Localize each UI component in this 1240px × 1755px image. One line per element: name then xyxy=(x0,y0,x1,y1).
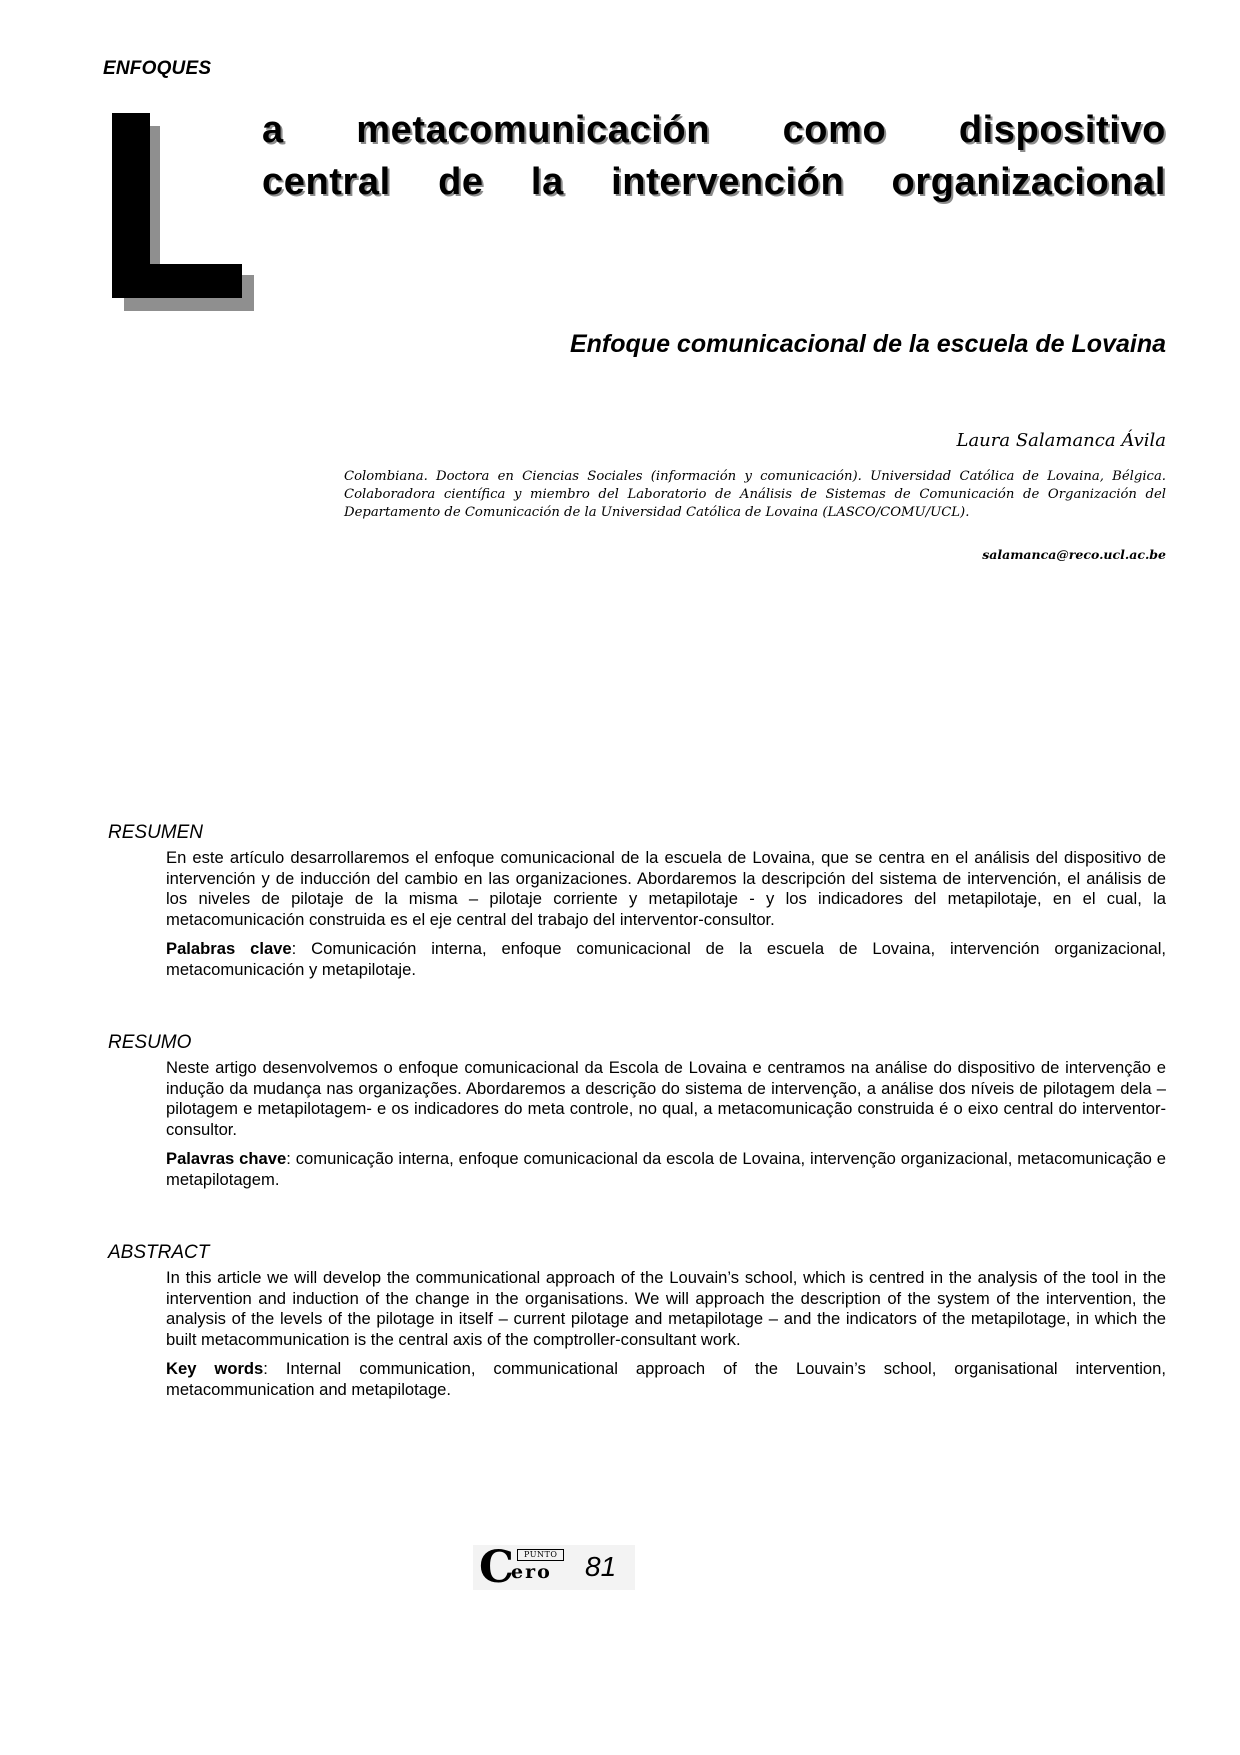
abstract-spanish xyxy=(108,822,1166,989)
keywords xyxy=(166,1359,1166,1400)
page-number: 81 xyxy=(585,1551,617,1582)
section-label: ENFOQUES xyxy=(103,58,212,79)
dropcap-letter-l xyxy=(112,113,254,311)
abstract-text: En este artículo desarrollaremos el enfoque comunicacional de la escuela de Lovaina, que se centra en el análisis del dispositivo de intervención y de inducción del cambio en las organizaciones. Abordaremos la descripción del sistema de intervención, el análisis de los niveles de pilotaje de la misma – pilotaje corriente y metapilotaje - y los indicadores del metapilotaje, en el cual, la metacomunicación construida es el eje central del trabajo del interventor-consultor. xyxy=(166,848,1166,929)
abstract-heading: ABSTRACT xyxy=(108,1242,210,1263)
abstract-text: In this article we will develop the communicational approach of the Louvain’s school, which is centred in the analysis of the tool in the intervention and induction of the change in the organisations. We will approach the description of the system of the intervention, the analysis of the levels of the pilotage in itself – current pilotage and metapilotage – and the indicators of the metapilotage, in which the built metacommunication is the central axis of the comptroller-consultant work. xyxy=(166,1268,1166,1349)
journal-logo-text: ero xyxy=(511,1561,552,1583)
abstract-english xyxy=(108,1242,1166,1409)
dropcap-foot xyxy=(112,264,242,298)
abstract-text: Neste artigo desenvolvemos o enfoque comunicacional da Escola de Lovaina e centramos na análise do dispositivo de intervenção e indução da mudança nas organizações. Abordaremos a descrição do sistema de intervenção, a análise dos níveis de pilotagem dela –pilotagem e metapilotagem- e os indicadores do meta controle, no qual, a metacomunicação construida é o eixo central do interventor-consultor. xyxy=(166,1058,1166,1139)
keywords-text: : comunicação interna, enfoque comunicacional da escola de Lovaina, intervenção organizacional, metacomunicação e metapilotagem. xyxy=(166,1149,1166,1189)
keywords-label: Palavras chave xyxy=(166,1149,287,1168)
abstract-body xyxy=(166,1058,1166,1190)
title-line-1: a metacomunicación como dispositivo xyxy=(262,109,1166,151)
abstract-body xyxy=(166,1268,1166,1400)
author-affiliation: Colombiana. Doctora en Ciencias Sociales (información y comunicación). Universidad Católica de Lovaina, Bélgica. Colaboradora científica y miembro del Laboratorio de Análisis de Sistemas de Comunicación de Organización del Departamento de Comunicación de la Universidad Católica de Lovaina (LASCO/COMU/UCL). xyxy=(344,469,1166,520)
abstract-heading: RESUMO xyxy=(108,1032,192,1053)
abstract-body xyxy=(166,848,1166,980)
author-email[interactable]: salamanca@reco.ucl.ac.be xyxy=(982,547,1166,562)
keywords-text: : Comunicación interna, enfoque comunicacional de la escuela de Lovaina, intervención organizacional, metacomunicación y metapilotaje. xyxy=(166,939,1167,979)
keywords-text: : Internal communication, communicational approach of the Louvain’s school, organisational intervention, metacommunication and metapilotage. xyxy=(166,1359,1167,1399)
keywords xyxy=(166,939,1166,980)
journal-logo-tag: PUNTO xyxy=(517,1549,564,1561)
title-line-2: central de la intervención organizacional xyxy=(262,161,1166,203)
abstract-heading: RESUMEN xyxy=(108,822,204,843)
journal-logo-initial: C xyxy=(479,1542,515,1593)
article-title xyxy=(262,104,1166,208)
abstract-portuguese xyxy=(108,1032,1166,1199)
keywords-label: Key words xyxy=(166,1359,264,1378)
article-subtitle: Enfoque comunicacional de la escuela de Lovaina xyxy=(569,330,1166,358)
author-name: Laura Salamanca Ávila xyxy=(956,430,1166,451)
keywords xyxy=(166,1149,1166,1190)
keywords-label: Palabras clave xyxy=(166,939,292,958)
page-footer xyxy=(473,1542,635,1593)
